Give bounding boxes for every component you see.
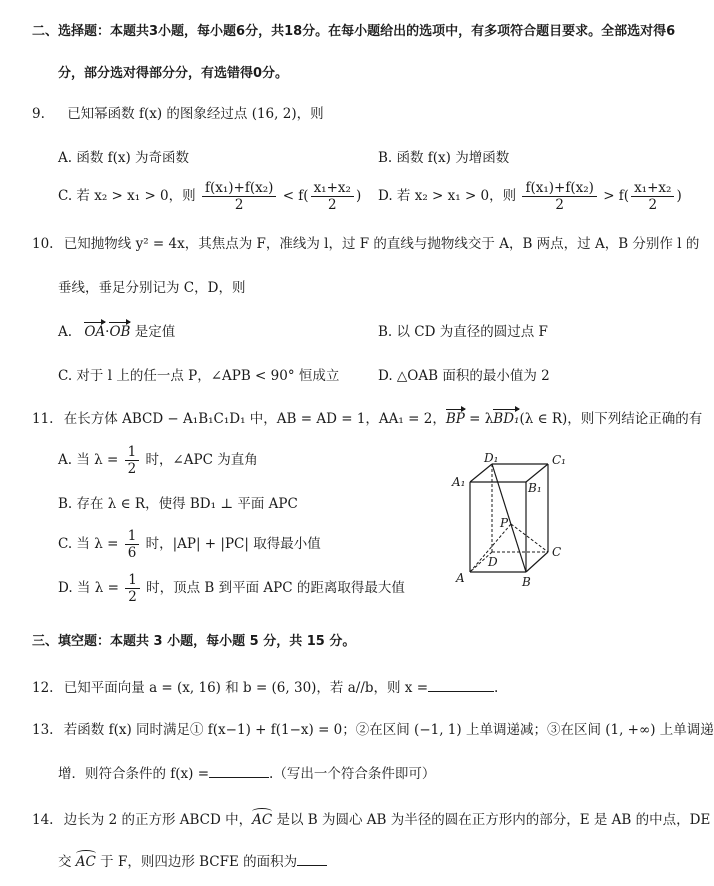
q10-option-c: C. 对于 l 上的任一点 P，∠APB < 90° 恒成立 xyxy=(58,368,340,384)
q14-text-2b: 于 F，则四边形 BCFE 的面积为 xyxy=(95,854,298,870)
q11-option-a-prefix: A. 当 λ = xyxy=(58,452,119,468)
edge-bc xyxy=(526,552,548,572)
q14-line2 xyxy=(58,850,327,870)
q12-answer-blank[interactable] xyxy=(428,691,494,692)
q9-option-c-prefix: C. 若 x₂ > x₁ > 0，则 xyxy=(58,188,196,204)
q11-stem-eq: = λ xyxy=(464,411,494,427)
q11-option-b: B. 存在 λ ∈ R，使得 BD₁ ⊥ 平面 APC xyxy=(58,496,298,512)
label-c1: C₁ xyxy=(552,453,566,467)
q11-option-d-suffix: 时，顶点 B 到平面 APC 的距离取得最大值 xyxy=(146,580,405,596)
q12-text-end: . xyxy=(494,680,499,696)
q14-text-1b: 是以 B 为圆心 AB 为半径的圆在正方形内的部分，E 是 AB 的中点，DE xyxy=(272,812,711,828)
q10-option-a-label: A. xyxy=(58,324,73,340)
q11-stem xyxy=(32,407,702,427)
q12 xyxy=(32,676,498,696)
section2-heading-line1: 二、选择题：本题共3小题，每小题6分，共18分。在每小题给出的选项中，有多项符合题目要求。全部选对得6 xyxy=(32,24,676,39)
q11-vector-bd1: BD₁ xyxy=(493,411,520,427)
q9-option-c-fraction: $\frac{\text{f(x₁)+f(x₂)}}{2}$ xyxy=(202,180,276,213)
q14-line1 xyxy=(32,808,710,828)
q9-option-d-suffix: ) xyxy=(676,188,682,204)
q10-stem-text-1: 已知抛物线 y² = 4x，其焦点为 F，准线为 l，过 F 的直线与抛物线交于 A，B 两点，过 A，B 分别作 l 的 xyxy=(63,236,700,252)
label-d: D xyxy=(488,555,498,569)
q9-option-a: A. 函数 f(x) 为奇函数 xyxy=(58,150,190,166)
q10-option-d: D. △OAB 面积的最小值为 2 xyxy=(378,368,550,384)
question-number: 13. xyxy=(32,722,54,738)
q9-option-c-inner-fraction: $\frac{\text{x₁+x₂}}{2}$ xyxy=(311,180,354,213)
q10-vector-ob: OB xyxy=(109,324,131,340)
q10-vector-oa: OA xyxy=(84,324,106,340)
q11-option-c xyxy=(58,528,321,561)
label-d1: D₁ xyxy=(484,451,499,465)
q11-stem-text-a: 在长方体 ABCD − A₁B₁C₁D₁ 中，AB = AD = 1，AA₁ = 2， xyxy=(63,411,446,427)
q10-stem-line1 xyxy=(32,232,699,252)
q9-option-c-suffix: ) xyxy=(355,188,362,204)
label-b: B xyxy=(522,575,531,589)
q12-text: 已知平面向量 a = (x, 16) 和 b = (6, 30)，若 a//b，则 x = xyxy=(63,680,429,696)
q9-option-d-prefix: D. 若 x₂ > x₁ > 0，则 xyxy=(378,188,517,204)
q10-dot: · xyxy=(105,324,110,340)
q14-answer-blank[interactable] xyxy=(297,865,327,866)
label-c: C xyxy=(552,545,562,559)
q13-answer-blank[interactable] xyxy=(209,777,269,778)
q9-option-b: B. 函数 f(x) 为增函数 xyxy=(378,150,510,166)
label-b1: B₁ xyxy=(528,481,542,495)
q11-option-a xyxy=(58,444,258,477)
label-a1: A₁ xyxy=(452,475,466,489)
label-a: A xyxy=(456,571,465,585)
q14-arc-ac-2: AC xyxy=(75,854,96,870)
question-number: 14. xyxy=(32,812,54,828)
q10-option-a-rest: 是定值 xyxy=(130,324,176,340)
q11-option-c-fraction: $\frac{1}{6}$ xyxy=(125,528,140,561)
q9-option-c-mid: < f( xyxy=(282,188,309,204)
q11-vector-bp: BP xyxy=(445,411,465,427)
q13-text-line2b: .（写出一个符合条件即可） xyxy=(269,766,436,782)
q11-option-d-fraction: $\frac{1}{2}$ xyxy=(125,572,140,605)
label-p: P xyxy=(500,516,509,530)
segment-pc xyxy=(511,524,548,552)
q9-option-d xyxy=(378,180,682,213)
q14-arc-ac: AC xyxy=(252,812,273,828)
q9-stem xyxy=(32,102,324,122)
q11-option-a-fraction: $\frac{1}{2}$ xyxy=(125,444,140,477)
q11-option-d-prefix: D. 当 λ = xyxy=(58,580,119,596)
q10-option-a xyxy=(58,320,175,340)
q9-option-d-mid: > f( xyxy=(603,188,630,204)
q13-line1 xyxy=(32,718,714,738)
q9-option-c xyxy=(58,180,361,213)
q14-text-2a: 交 xyxy=(58,854,76,870)
q9-option-d-inner-fraction: $\frac{\text{x₁+x₂}}{2}$ xyxy=(631,180,674,213)
question-number: 9. xyxy=(32,106,45,122)
question-number: 10. xyxy=(32,236,54,252)
cuboid-figure xyxy=(448,452,578,592)
q9-option-d-fraction: $\frac{\text{f(x₁)+f(x₂)}}{2}$ xyxy=(522,180,596,213)
edge-c1b1 xyxy=(526,464,548,482)
section2-heading-line2: 分，部分选对得部分分，有选错得0分。 xyxy=(58,66,289,81)
q13-line2 xyxy=(58,762,435,782)
q11-option-d xyxy=(58,572,405,605)
q13-text-line1: 若函数 f(x) 同时满足① f(x−1) + f(1−x) = 0；②在区间 (−1, 1) 上单调递减；③在区间 (1, +∞) 上单调递 xyxy=(63,722,714,738)
q11-option-c-prefix: C. 当 λ = xyxy=(58,536,119,552)
q9-stem-text: 已知幂函数 f(x) 的图象经过点 (16, 2)，则 xyxy=(67,106,324,122)
section3-heading: 三、填空题：本题共 3 小题，每小题 5 分，共 15 分。 xyxy=(32,634,356,649)
q11-option-a-suffix: 时，∠APC 为直角 xyxy=(145,452,258,468)
q11-stem-text-b: (λ ∈ R)，则下列结论正确的有 xyxy=(519,411,703,427)
question-number: 12. xyxy=(32,680,54,696)
q10-option-b: B. 以 CD 为直径的圆过点 F xyxy=(378,324,548,340)
q14-text-1a: 边长为 2 的正方形 ABCD 中， xyxy=(63,812,253,828)
q13-text-line2a: 增．则符合条件的 f(x) = xyxy=(58,766,210,782)
q10-stem-line2: 垂线，垂足分别记为 C，D，则 xyxy=(58,280,246,296)
edge-d1a1 xyxy=(470,464,492,482)
q11-option-c-suffix: 时，|AP| + |PC| 取得最小值 xyxy=(145,536,321,552)
question-number: 11. xyxy=(32,411,54,427)
